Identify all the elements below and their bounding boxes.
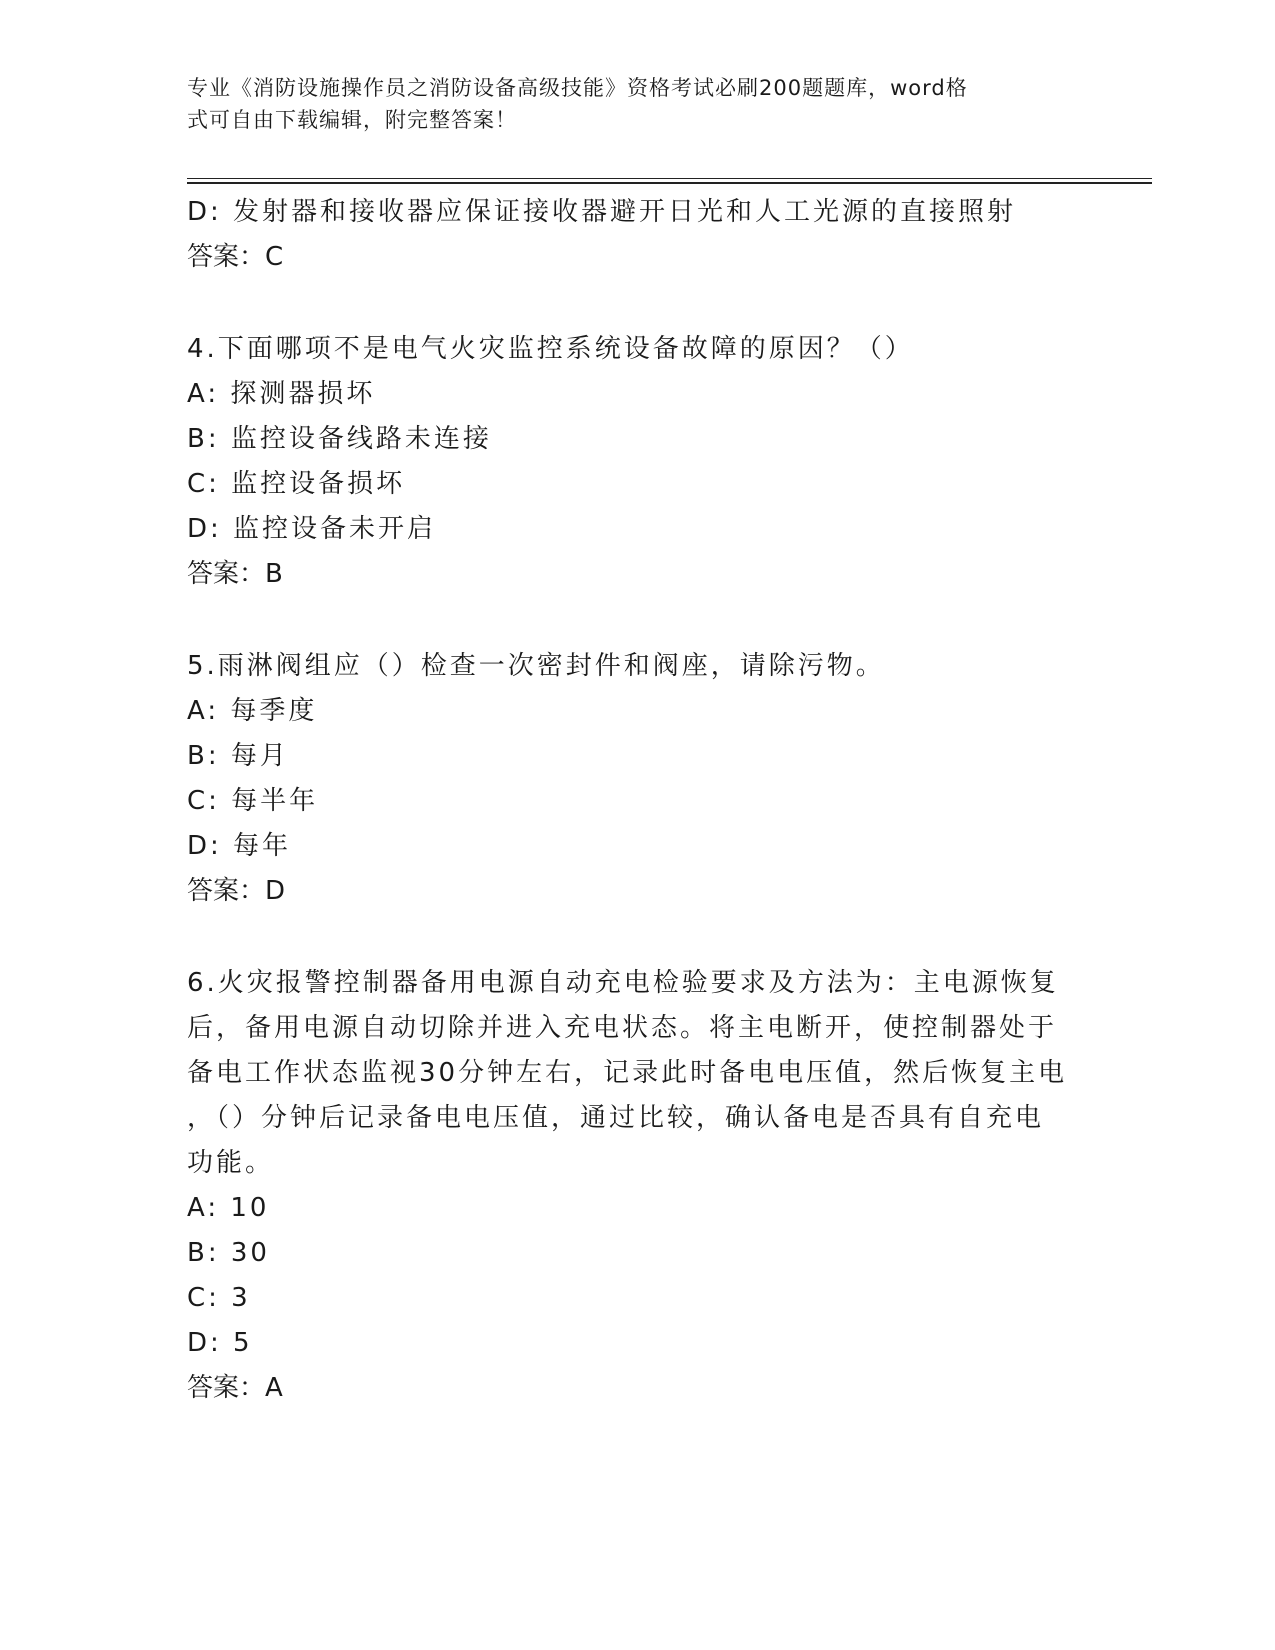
header-line-1: 专业《消防设施操作员之消防设备高级技能》资格考试必刷200题题库，word格 [187, 76, 968, 100]
question-block-3 [187, 190, 1087, 280]
option-c: C: 监控设备损坏 [187, 469, 406, 499]
option-c: C: 3 [187, 1283, 251, 1313]
option-d: D: 每年 [187, 831, 292, 861]
question-stem-line-1: 6.火灾报警控制器备用电源自动充电检验要求及方法为：主电源恢复 [187, 968, 1059, 998]
question-block-5 [187, 644, 1087, 914]
question-block-4 [187, 327, 1087, 597]
answer-line: 答案：B [187, 559, 283, 589]
option-d: D: 监控设备未开启 [187, 514, 437, 544]
option-a: A: 10 [187, 1193, 270, 1223]
question-stem-line-5: 功能。 [187, 1148, 275, 1178]
option-b: B: 30 [187, 1238, 270, 1268]
option-b: B: 监控设备线路未连接 [187, 424, 492, 454]
question-stem: 5.雨淋阀组应（）检查一次密封件和阀座，请除污物。 [187, 651, 885, 681]
answer-line: 答案：D [187, 876, 286, 906]
answer-line: 答案：A [187, 1373, 283, 1403]
option-b: B: 每月 [187, 741, 289, 771]
option-d: D: 5 [187, 1328, 253, 1358]
question-stem-line-3: 备电工作状态监视30分钟左右，记录此时备电电压值，然后恢复主电 [187, 1058, 1068, 1088]
option-d: D: 发射器和接收器应保证接收器避开日光和人工光源的直接照射 [187, 197, 1017, 227]
page-header [187, 72, 1067, 136]
option-a: A: 每季度 [187, 696, 318, 726]
question-stem-line-4: ，（）分钟后记录备电电压值，通过比较，确认备电是否具有自充电 [187, 1103, 1045, 1133]
option-a: A: 探测器损坏 [187, 379, 376, 409]
option-c: C: 每半年 [187, 786, 319, 816]
question-stem-line-2: 后，备用电源自动切除并进入充电状态。将主电断开，使控制器处于 [187, 1013, 1058, 1043]
question-list [187, 190, 1087, 1411]
question-stem: 4.下面哪项不是电气火灾监控系统设备故障的原因？（） [187, 334, 914, 364]
header-line-2: 式可自由下载编辑，附完整答案！ [187, 108, 517, 132]
question-block-6 [187, 961, 1087, 1411]
header-divider-thick [187, 182, 1152, 184]
header-divider-thin [187, 178, 1152, 179]
answer-line: 答案：C [187, 242, 284, 272]
